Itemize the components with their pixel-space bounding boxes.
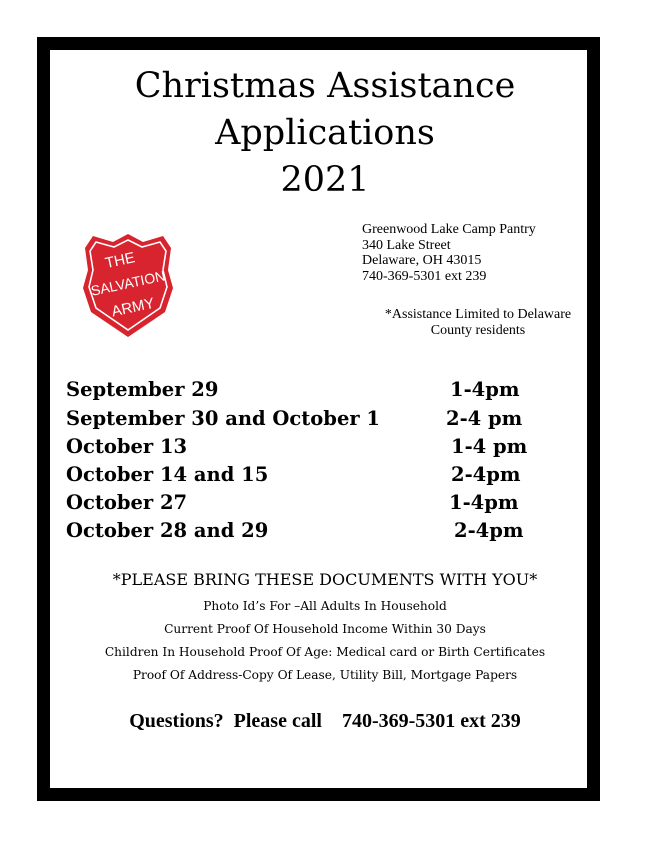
schedule-time: 1-4pm [450, 378, 520, 401]
document-item: Photo Id’s For –All Adults In Household [203, 599, 447, 613]
schedule-date: October 13 [66, 435, 188, 458]
address-block [362, 222, 536, 284]
schedule-date: October 28 and 29 [66, 519, 269, 542]
pantry-name: Greenwood Lake Camp Pantry [362, 222, 536, 237]
logo-text-army: ARMY [110, 294, 157, 321]
document-item: Proof Of Address-Copy Of Lease, Utility Bill, Mortgage Papers [132, 668, 518, 682]
phone-number: 740-369-5301 ext 239 [362, 268, 487, 284]
schedule-date: October 14 and 15 [66, 463, 269, 486]
salvation-army-logo [79, 230, 177, 342]
questions-contact-line: Questions? Please call 740-369-5301 ext 239 [129, 710, 521, 732]
title-line-2: Applications [215, 113, 435, 153]
schedule-date: September 29 [66, 378, 219, 401]
schedule-time: 1-4 pm [451, 435, 528, 458]
document-item: Current Proof Of Household Income Within 30 Days [164, 622, 486, 636]
street-address: 340 Lake Street [362, 237, 451, 253]
residency-note-line-2: County residents [430, 323, 526, 338]
schedule-time: 2-4pm [451, 463, 521, 486]
document-item: Children In Household Proof Of Age: Medical card or Birth Certificates [104, 645, 546, 659]
title-year: 2021 [280, 160, 370, 200]
schedule-date: September 30 and October 1 [66, 407, 380, 430]
logo-text-salvation: SALVATION [89, 267, 167, 299]
schedule-time: 2-4 pm [446, 407, 523, 430]
residency-note [372, 307, 584, 339]
title-line-1: Christmas Assistance [134, 66, 516, 106]
documents-heading: *PLEASE BRING THESE DOCUMENTS WITH YOU* [112, 570, 538, 589]
city-state-zip: Delaware, OH 43015 [362, 253, 482, 268]
logo-text-the: THE [103, 249, 137, 273]
residency-note-line-1: *Assistance Limited to Delaware [384, 307, 572, 322]
schedule-date: October 27 [66, 491, 188, 514]
schedule-time: 2-4pm [454, 519, 524, 542]
schedule-time: 1-4pm [449, 491, 519, 514]
